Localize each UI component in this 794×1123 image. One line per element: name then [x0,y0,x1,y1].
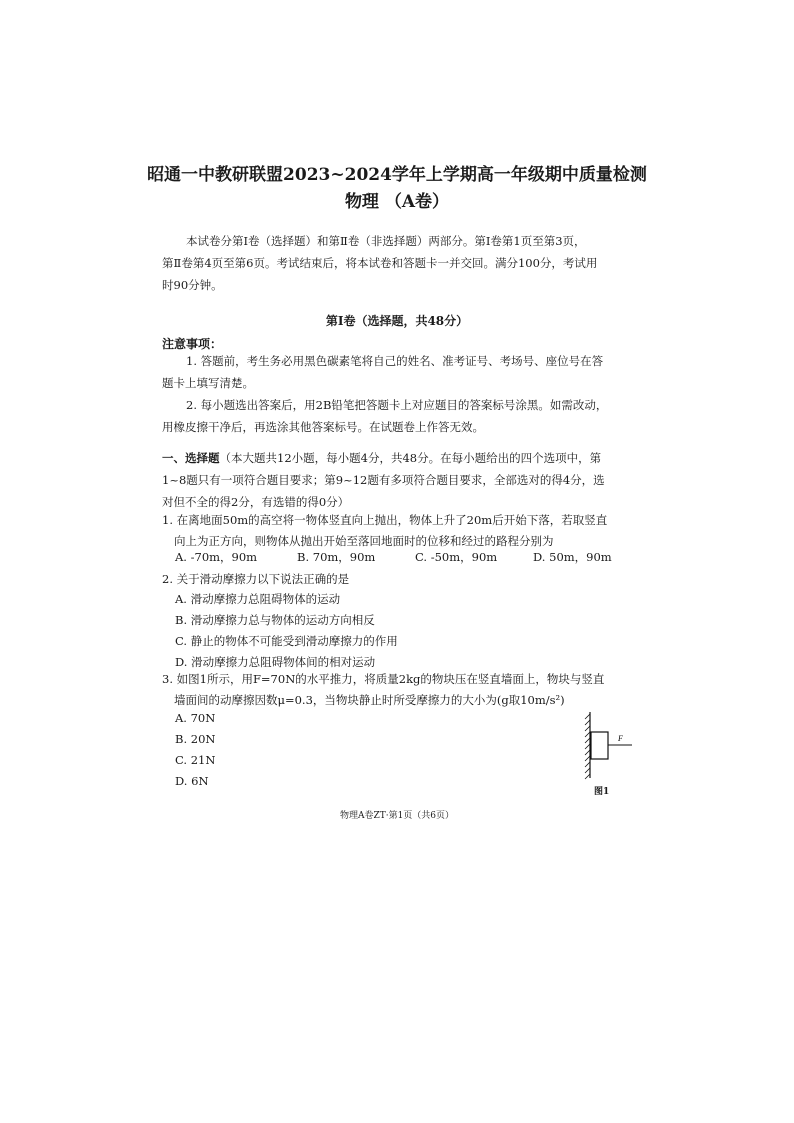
wall-hatching [585,714,590,779]
part1-label: 一、选择题 [162,451,220,465]
part1-line-1: （本大题共12小题，每小题4分，共48分。在每小题给出的四个选项中，第 [219,451,602,465]
note-2-line-1: 2. 每小题选出答案后，用2B铅笔把答题卡上对应题目的答案标号涂黑。如需改动， [186,398,608,412]
q2-option-c: C. 静止的物体不可能受到滑动摩擦力的作用 [175,634,398,648]
q3-line-1: 3. 如图1所示，用F=70N的水平推力，将质量2kg的物块压在竖直墙面上，物块与竖直 [162,672,605,686]
q1-line-2: 向上为正方向，则物体从抛出开始至落回地面时的位移和经过的路程分别为 [174,534,554,548]
q2-stem: 2. 关于滑动摩擦力以下说法正确的是 [162,572,350,586]
notes-heading: 注意事项： [162,337,223,351]
intro-line-1: 本试卷分第Ⅰ卷（选择题）和第Ⅱ卷（非选择题）两部分。第Ⅰ卷第1页至第3页， [186,234,586,248]
block [591,732,608,759]
q2-option-b: B. 滑动摩擦力总与物体的运动方向相反 [175,613,375,627]
intro-paragraph [162,230,632,296]
part1-line-3: 对但不全的得2分，有选错的得0分） [162,495,350,509]
figure-caption: 图1 [594,787,610,797]
part1-line-2: 1~8题只有一项符合题目要求；第9~12题有多项符合题目要求，全部选对的得4分，选 [162,473,605,487]
section-heading: 第Ⅰ卷（选择题，共48分） [325,314,469,328]
note-2-line-2: 用橡皮擦干净后，再选涂其他答案标号。在试题卷上作答无效。 [162,420,484,434]
q1-option-b: B. 70m，90m [297,550,376,564]
note-1-line-1: 1. 答题前，考生务必用黑色碳素笔将自己的姓名、准考证号、考场号、座位号在答 [186,354,604,368]
note-1-line-2: 题卡上填写清楚。 [162,376,254,390]
q3-option-a: A. 70N [175,711,216,725]
q3-line-2: 墙面间的动摩擦因数μ=0.3，当物块静止时所受摩擦力的大小为(g取10m/s²) [174,693,565,707]
q1-options [175,549,635,565]
q1-line-1: 1. 在离地面50m的高空将一物体竖直向上抛出，物体上升了20m后开始下落，若取竖直 [162,513,608,527]
part1-instructions [162,447,632,513]
q1-option-c: C. -50m，90m [415,550,498,564]
q2-option-a: A. 滑动摩擦力总阻碍物体的运动 [175,592,341,606]
exam-subtitle: 物理 （A卷） [344,192,450,212]
q3-option-d: D. 6N [175,774,209,788]
notes-list [162,350,632,438]
q1-option-d: D. 50m，90m [533,550,612,564]
intro-line-3: 时90分钟。 [162,278,223,292]
intro-line-2: 第Ⅱ卷第4页至第6页。考试结束后，将本试卷和答题卡一并交回。满分100分，考试用 [162,256,598,270]
force-label: F [618,734,623,743]
exam-title: 昭通一中教研联盟2023~2024学年上学期高一年级期中质量检测 [147,165,647,185]
page-footer: 物理A卷ZT·第1页（共6页） [339,811,455,821]
q3-option-b: B. 20N [175,732,216,746]
question-1 [162,510,632,552]
q3-option-c: C. 21N [175,753,216,767]
question-2 [162,569,632,590]
q2-option-d: D. 滑动摩擦力总阻碍物体间的相对运动 [175,655,376,669]
q1-option-a: A. -70m，90m [175,550,258,564]
question-3 [162,669,632,711]
